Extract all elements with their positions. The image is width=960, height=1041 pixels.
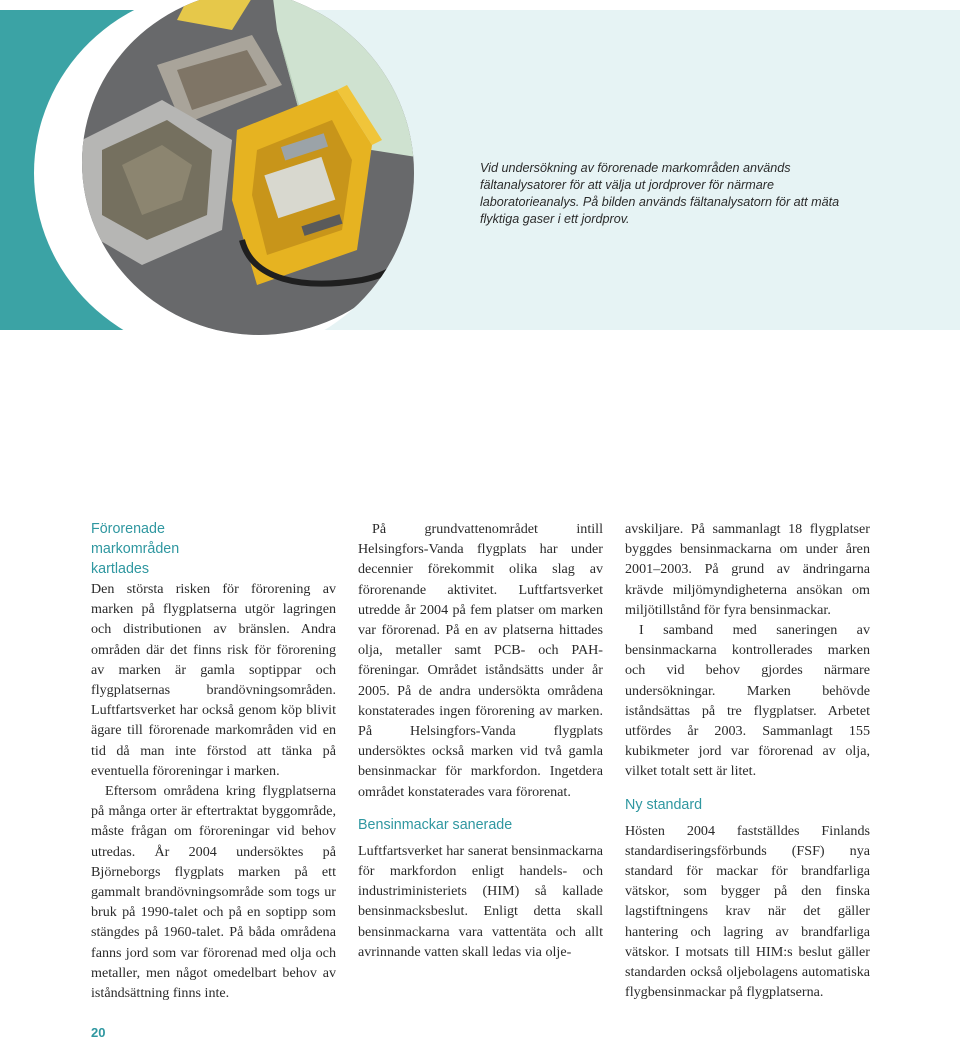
field-analyzer-photo — [82, 0, 414, 335]
paragraph: Luftfartsverket har sanerat bensinmackarna för markfordon enligt handels- och industriministeriets (HIM) så kallade bensinmacksbeslut. Enligt detta skall bensinmackarna vara vattentäta och allt avrinnande vatten skall ledas via olje- — [358, 842, 603, 960]
photo-frame — [34, 0, 414, 358]
paragraph: avskiljare. På sammanlagt 18 flygplatser byggdes bensinmackarna om under åren 2001–2003. På grund av ändringarna krävde miljömyndigheterna ansökan om miljötillstånd för fyra bensinmackar. — [625, 521, 870, 618]
paragraph: I samband med saneringen av bensinmackarna kontrollerades marken och vid behov gjordes närmare undersökningar. Marken behövde iståndsättas på tre flygplatser. Arbetet utfördes år 2003. Sammanlagt 155 kubikmeter jord var förorenad av olja, vilket totalt sett är litet. — [625, 622, 870, 780]
photo-illustration — [82, 0, 414, 335]
text-column-1 — [91, 519, 336, 1003]
page-number: 20 — [91, 1025, 106, 1040]
paragraph: Hösten 2004 fastställdes Finlands standardiseringsförbunds (FSF) nya standard för mackar för brandfarliga vätskor, som bygger på den finska lagstiftningens krav när det gäller hantering och lagring av brandfarliga vätskor. I motsats till HIM:s beslut gäller standarden också oljebolagens automatiska flygbensinmackar på flygplatserna. — [625, 822, 870, 1001]
section-heading-gas-stations: Bensinmackar sanerade — [358, 816, 513, 833]
paragraph: Den största risken för förorening av marken på flygplatserna utgör lagringen och distributionen av bränslen. Andra områden där det finns risk för förorening av marken är gamla soptippar och flygplatsernas brandövningsområden. Luftfartsverket har också genom köp blivit ägare till förorenade markområden vid en tid då man inte förstod att tänka på eventuella föroreningar i marken. — [91, 581, 336, 779]
paragraph: På grundvattenområdet intill Helsingfors-Vanda flygplats har under decennier förekommit olika slag av förorenande aktivitet. Luftfartsverket utredde år 2004 på fem platser om marken var förorenad. På en av platserna hittades olja, metaller samt PCB- och PAH-föreningar. Området iståndsätts under år 2005. På de andra undersökta områdena konstaterades ingen förorening av marken. På Helsingfors-Vanda flygplats undersöktes också marken vid två gamla bensinmackar för markfordon. Ingetdera området konstaterades vara förorenat. — [358, 521, 603, 800]
paragraph: Eftersom områdena kring flygplatserna på många orter är eftertraktat byggområde, måste frågan om föroreningar vid behov utredas. År 2004 undersöktes på Björneborgs flygplats marken på ett gammalt brandövningsområde som togs ur bruk på 1990-talet och på en soptipp som stängdes på 1960-talet. På båda områdena fanns jord som var förorenad med olja och metaller, men något omedelbart behov av iståndsättning finns inte. — [91, 783, 336, 1002]
text-column-3 — [625, 519, 870, 1002]
section-heading-contaminated-land: Förorenade markområden kartlades — [91, 521, 180, 577]
photo-caption: Vid undersökning av förorenade markområden används fältanalysatorer för att välja ut jordprover för närmare laboratorieanalys. På bilden används fältanalysatorn för att mäta flyktiga gaser i ett jordprov. — [480, 161, 840, 226]
section-heading-new-standard: Ny standard — [625, 796, 703, 813]
text-column-2 — [358, 519, 603, 962]
